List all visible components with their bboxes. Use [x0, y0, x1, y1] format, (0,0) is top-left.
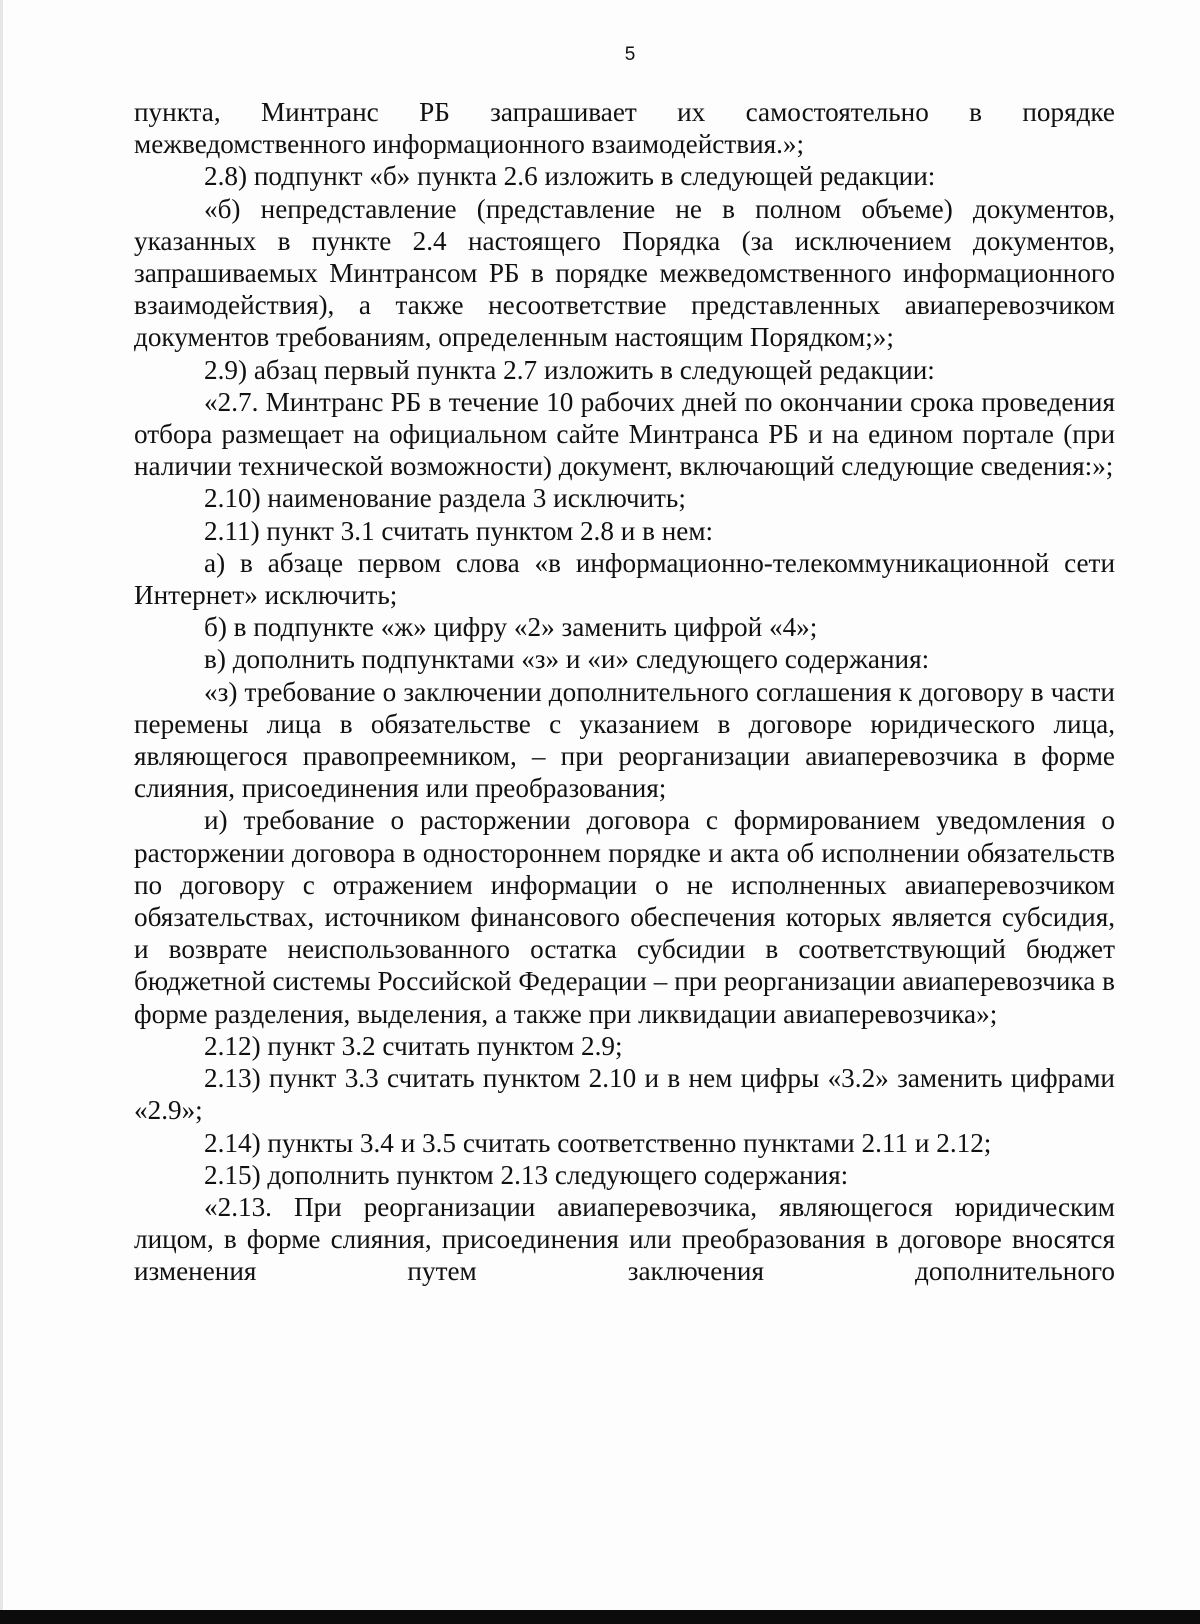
scan-edge	[0, 0, 3, 1624]
paragraph: «2.13. При реорганизации авиаперевозчика, являющегося юридическим лицом, в форме слияния, присоединения или преобразования в договоре вносятся изменения путем заключения дополнительного	[134, 1191, 1115, 1287]
paragraph: 2.15) дополнить пунктом 2.13 следующего содержания:	[204, 1159, 849, 1190]
paragraph: «б) непредставление (представление не в полном объеме) документов, указанных в пункте 2.4 настоящего Порядка (за исключением документов, запрашиваемых Минтрансом РБ в порядке межведомственного информационного взаимодействия), а также несоответствие представленных авиаперевозчиком документов требованиям, определенным настоящим Порядком;»;	[134, 193, 1115, 353]
paragraph: 2.10) наименование раздела 3 исключить;	[204, 483, 686, 514]
paragraph: б) в подпункте «ж» цифру «2» заменить цифрой «4»;	[204, 612, 818, 643]
paragraph: и) требование о расторжении договора с формированием уведомления о расторжении договора в одностороннем порядке и акта об исполнении обязательств по договору с отражением информации о не исполненных авиаперевозчиком обязательствах, источником финансового обеспечения которых является субсидия, и возврате неиспользованного остатка субсидии в соответствующий бюджет бюджетной системы Российской Федерации – при реорганизации авиаперевозчика в форме разделения, выделения, а также при ликвидации авиаперевозчика»;	[134, 805, 1115, 1029]
paragraph: пункта, Минтранс РБ запрашивает их самостоятельно в порядке межведомственного информационного взаимодействия.»;	[134, 97, 1115, 160]
paragraph: 2.11) пункт 3.1 считать пунктом 2.8 и в нем:	[204, 515, 714, 546]
paragraph: 2.8) подпункт «б» пункта 2.6 изложить в следующей редакции:	[204, 161, 936, 192]
paragraph: «2.7. Минтранс РБ в течение 10 рабочих дней по окончании срока проведения отбора размещает на официальном сайте Минтранса РБ и на едином портале (при наличии технической возможности) документ, включающий следующие сведения:»;	[134, 386, 1115, 482]
document-body	[134, 96, 1115, 1288]
paragraph: в) дополнить подпунктами «з» и «и» следующего содержания:	[204, 644, 930, 675]
paragraph: «з) требование о заключении дополнительного соглашения к договору в части перемены лица в обязательстве с указанием в договоре юридического лица, являющегося правопреемником, – при реорганизации авиаперевозчика в форме слияния, присоединения или преобразования;	[134, 676, 1115, 804]
paragraph: 2.9) абзац первый пункта 2.7 изложить в следующей редакции:	[204, 354, 935, 385]
scan-border	[0, 1610, 1200, 1624]
paragraph: а) в абзаце первом слова «в информационно-телекоммуникационной сети Интернет» исключить;	[134, 547, 1115, 611]
paragraph: 2.12) пункт 3.2 считать пунктом 2.9;	[204, 1030, 623, 1061]
paragraph: 2.14) пункты 3.4 и 3.5 считать соответственно пунктами 2.11 и 2.12;	[204, 1127, 992, 1158]
page-number: 5	[624, 44, 636, 65]
paragraph: 2.13) пункт 3.3 считать пунктом 2.10 и в нем цифры «3.2» заменить цифрами «2.9»;	[134, 1063, 1115, 1126]
